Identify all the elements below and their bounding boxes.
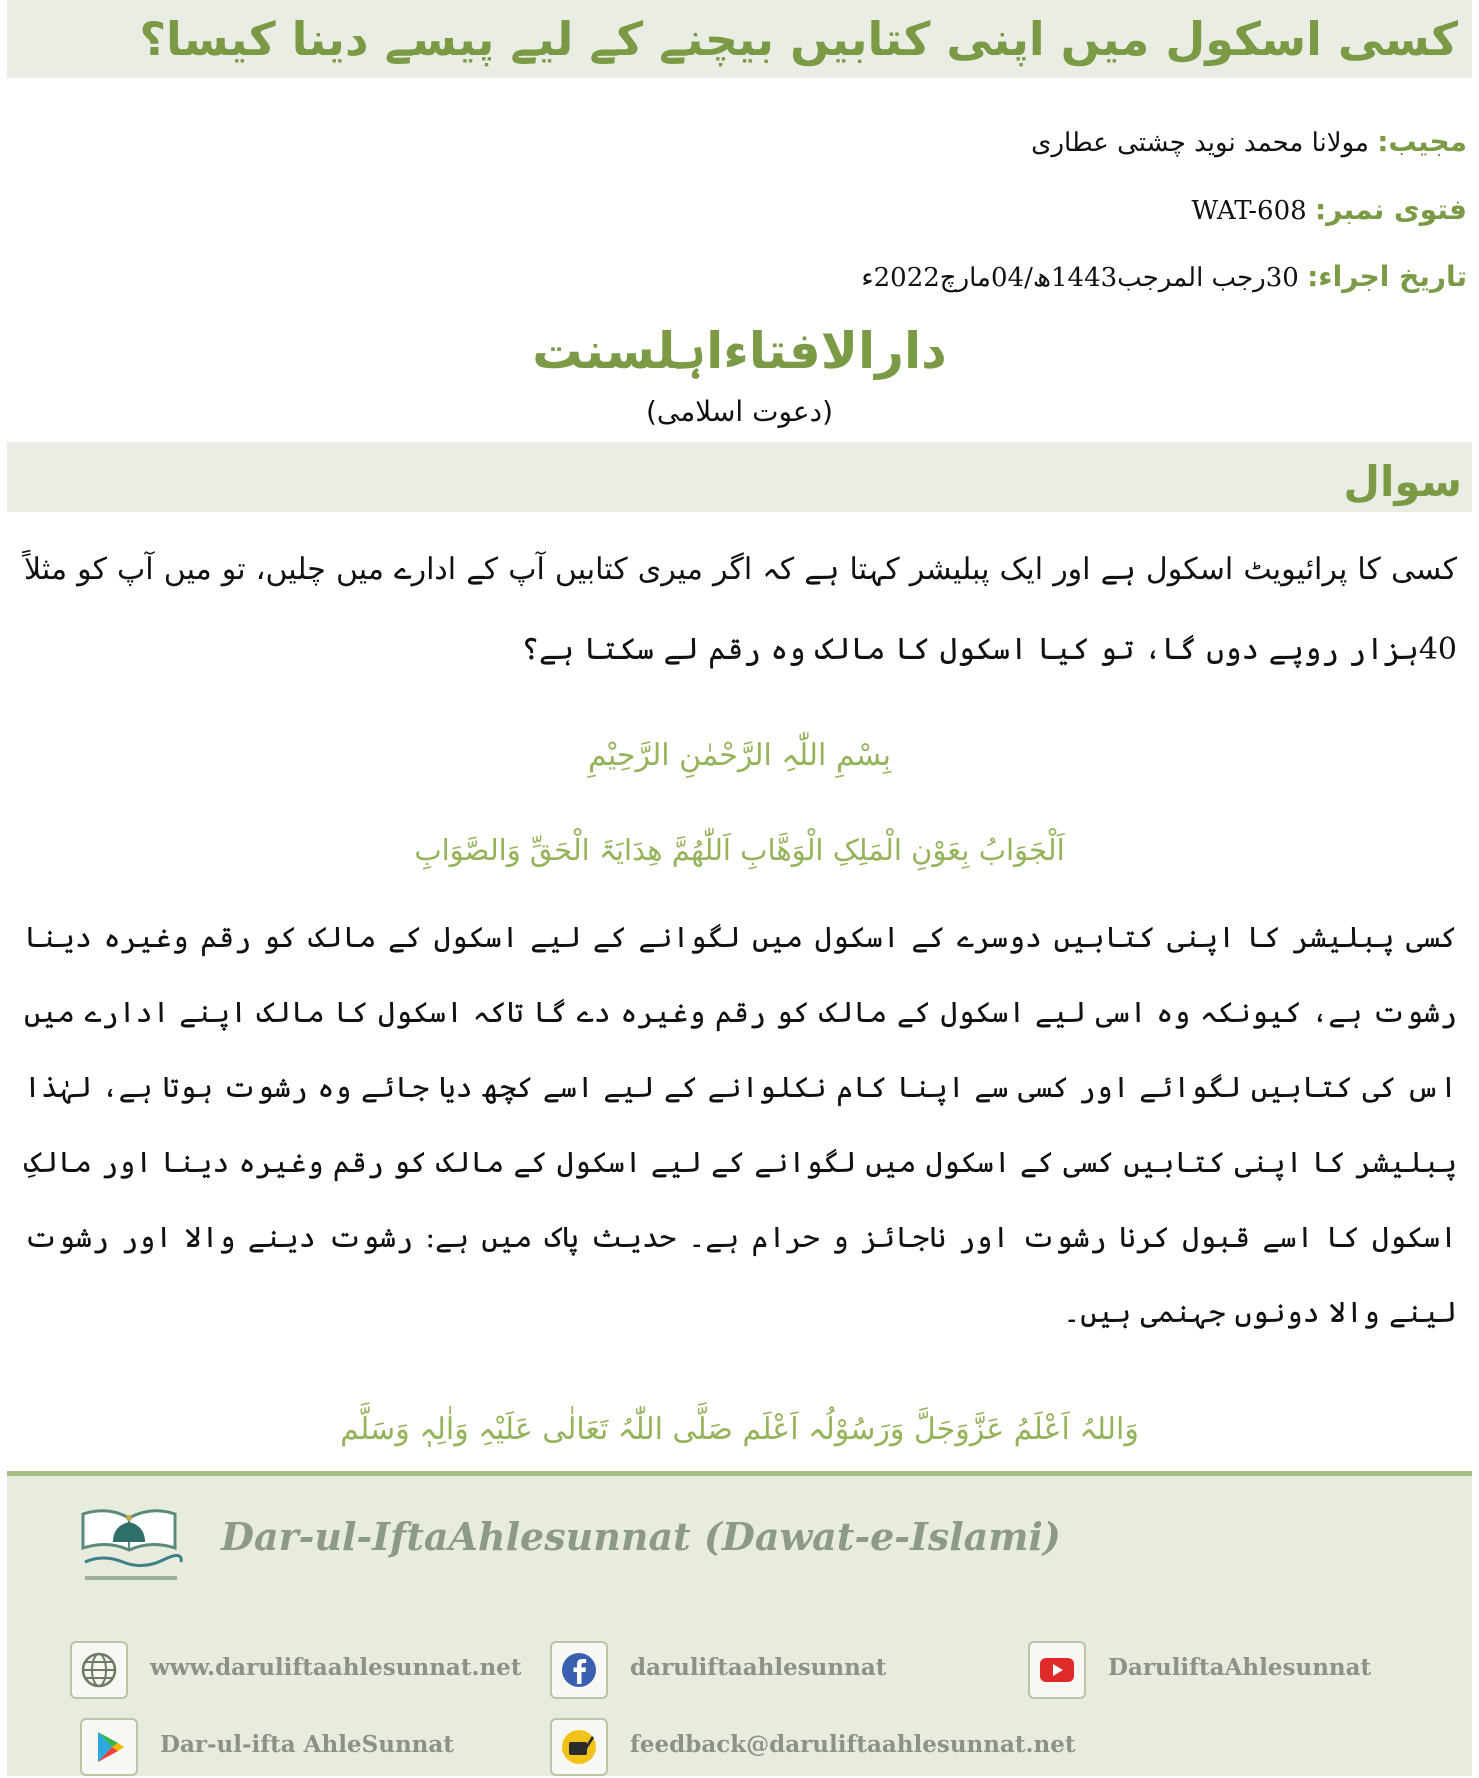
footer-title: Dar-ul-IftaAhlesunnat (Dawat-e-Islami) bbox=[221, 1514, 1061, 1559]
closing-dua: وَاللہُ اَعْلَمُ عَزَّوَجَلَّ وَرَسُوْلُہ اَعْلَم صَلَّی اللّٰہُ تَعَالٰی عَلَیْہِ وَاٰلِہٖ وَسَلَّم bbox=[340, 1412, 1139, 1447]
youtube-link[interactable] bbox=[1028, 1641, 1372, 1701]
youtube-text: DaruliftaAhlesunnat bbox=[1108, 1654, 1372, 1681]
website-text: www.daruliftaahlesunnat.net bbox=[150, 1654, 522, 1681]
darulifta-logo-icon bbox=[63, 1498, 197, 1590]
play-store-icon bbox=[80, 1718, 138, 1776]
feedback-icon bbox=[550, 1718, 608, 1776]
question-text: کسی کا پرائیویٹ اسکول ہے اور ایک پبلیشر کہتا ہے کہ اگر میری کتابیں آپ کے ادارے میں چلیں، تو میں آپ کو مثلاً 40ہزار روپے دوں گا، تو کیا اسکول کا مالک وہ رقم لے سکتا ہے؟ bbox=[24, 552, 1457, 667]
question-heading: سوال bbox=[1343, 457, 1462, 506]
website-link[interactable] bbox=[70, 1641, 522, 1701]
page-title: کسی اسکول میں اپنی کتابیں بیچنے کے لیے پیسے دینا کیسا؟ bbox=[139, 12, 1458, 66]
facebook-link[interactable] bbox=[550, 1641, 890, 1701]
mujeeb-label: مجیب: bbox=[1377, 125, 1467, 158]
facebook-text: daruliftaahlesunnat bbox=[630, 1654, 887, 1681]
question-heading-band bbox=[7, 442, 1472, 512]
youtube-icon bbox=[1028, 1641, 1086, 1699]
date-label: تاریخ اجراء: bbox=[1307, 260, 1467, 293]
meta-mujeeb bbox=[1031, 122, 1467, 163]
feedback-text: feedback@daruliftaahlesunnat.net bbox=[630, 1731, 1076, 1758]
mujeeb-value: مولانا محمد نوید چشتی عطاری bbox=[1031, 128, 1369, 158]
title-band bbox=[7, 0, 1472, 78]
footer bbox=[7, 1476, 1472, 1776]
fatwa-value: WAT-608 bbox=[1191, 196, 1307, 226]
feedback-email-link[interactable] bbox=[550, 1718, 1076, 1778]
meta-fatwa-number bbox=[1191, 190, 1467, 231]
org-subtitle: (دعوت اسلامی) bbox=[645, 395, 834, 428]
answer-text: کسی پبلیشر کا اپنی کتابیں دوسرے کے اسکول میں لگوانے کے لیے اسکول کے مالک کو رقم وغیرہ دینا رشوت ہے، کیونکہ وہ اسی لیے اسکول کے مالک کو رقم وغیرہ دے گا تاکہ اسکول کا مالک اپنے ادارے میں اس کی کتابیں لگوائے اور کسی سے اپنا کام نکلوانے کے لیے اسے کچھ دیا جائے وہ رشوت ہوتا ہے، لہٰذا پبلیشر کا اپنی کتابیں کسی کے اسکول میں لگوانے کے لیے اسکول کے مالک کو رقم وغیرہ دینا اور مالکِ اسکول کا اسے قبول کرنا رشوت اور ناجائز و حرام ہے۔ حدیث پاک میں ہے: رشوت دینے والا اور رشوت لینے والا دونوں جہنمی ہیں۔ bbox=[24, 920, 1457, 1329]
globe-icon bbox=[70, 1641, 128, 1699]
meta-issue-date bbox=[861, 257, 1467, 298]
play-store-link[interactable] bbox=[80, 1718, 460, 1778]
fatwa-label: فتوی نمبر: bbox=[1314, 193, 1467, 226]
play-store-text: Dar-ul-ifta AhleSunnat bbox=[160, 1731, 454, 1758]
facebook-icon bbox=[550, 1641, 608, 1699]
answer-opening: اَلْجَوَابُ بِعَوْنِ الْمَلِکِ الْوَھَّابِ اَللّٰھُمَّ ھِدَایَۃَ الْحَقِّ وَالصَّوَابِ bbox=[414, 833, 1065, 867]
org-name: دارالافتاءاہلسنت bbox=[532, 322, 947, 380]
date-value: 30رجب المرجب1443ھ/04مارچ2022ء bbox=[861, 263, 1299, 293]
bismillah: بِسْمِ اللّٰہِ الرَّحْمٰنِ الرَّحِیْمِ bbox=[587, 738, 892, 773]
